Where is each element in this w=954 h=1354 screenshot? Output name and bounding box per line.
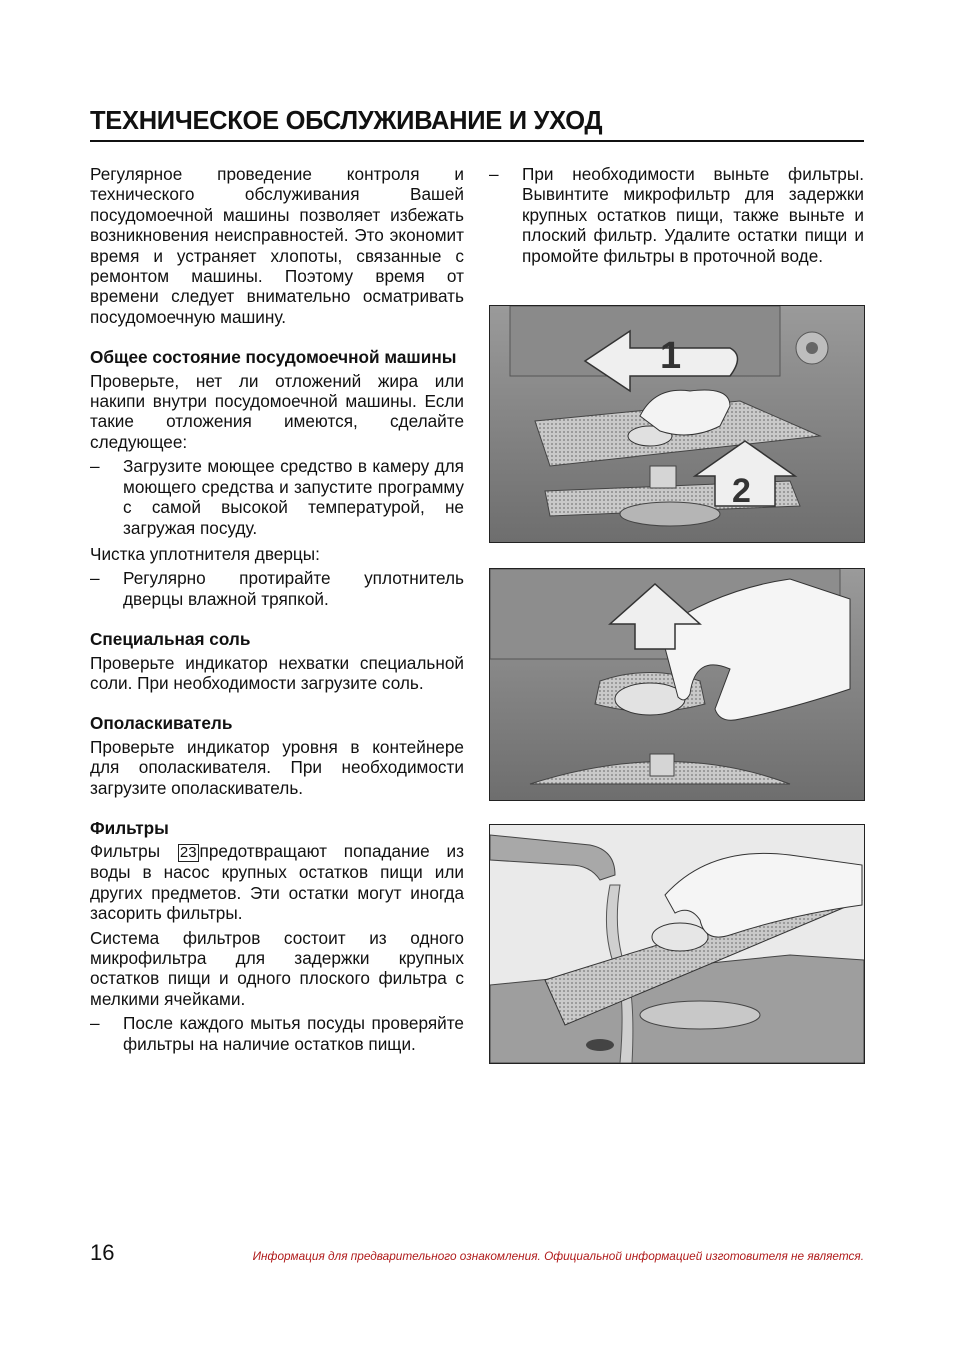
- footer-note: Информация для предварительного ознакомления. Официальной информацией изготовителя не является.: [252, 1249, 864, 1263]
- bullet-dash: –: [489, 164, 499, 184]
- general-bullet: [90, 456, 464, 538]
- figure-rinse-filters: [489, 824, 865, 1064]
- figure-reference: 23: [179, 844, 197, 862]
- seal-bullet: [90, 568, 464, 609]
- seal-label: Чистка уплотнителя дверцы:: [90, 543, 320, 564]
- filters-text-after: предотвращают попадание из воды в насос крупных остатков пищи или других предметов. Эти остатки могут иногда засорить фильтры.: [90, 841, 464, 924]
- bullet-dash: –: [90, 1013, 100, 1034]
- page-title: ТЕХНИЧЕСКОЕ ОБСЛУЖИВАНИЕ И УХОД: [90, 104, 864, 142]
- filters-bullet: [90, 1013, 464, 1054]
- filters-system-text: Система фильтров состоит из одного микрофильтра для задержки крупных остатков пищи и одного плоского фильтра с мелкими ячейками.: [90, 927, 464, 1009]
- filters-text-before: Фильтры: [90, 841, 161, 862]
- unscrew-filter-illustration: [490, 306, 864, 542]
- general-heading: Общее состояние посудомоечной машины: [90, 347, 457, 368]
- right-column: [489, 164, 864, 266]
- figure-unscrew-filter: [489, 305, 865, 543]
- step-2-label: 2: [732, 472, 751, 510]
- intro-paragraph: Регулярное проведение контроля и технического обслуживания Вашей посудомоечной машины позволяет избежать возникновения неисправностей. Это экономит время и устраняет хлопоты, связанные с ремонтом машины. Поэтому время от времени следует внимательно осматривать посудомоечную машину.: [90, 164, 464, 327]
- rinse-heading: Ополаскиватель: [90, 713, 233, 734]
- rinse-text: Проверьте индикатор уровня в контейнере для ополаскивателя. При необходимости загрузите ополаскиватель.: [90, 736, 464, 798]
- bullet-dash: –: [90, 456, 100, 477]
- filters-bullet-text: После каждого мытья посуды проверяйте фильтры на наличие остатков пищи.: [123, 1013, 464, 1054]
- rinse-filters-illustration: [490, 825, 864, 1063]
- lift-microfilter-illustration: [490, 569, 864, 800]
- microfilter: [652, 923, 708, 951]
- figure-lift-microfilter: [489, 568, 865, 801]
- general-text: Проверьте, нет ли отложений жира или накипи внутри посудомоечной машины. Если такие отложения имеются, сделайте следующее:: [90, 370, 464, 452]
- salt-text: Проверьте индикатор нехватки специальной соли. При необходимости загрузите соль.: [90, 652, 464, 693]
- filters-heading: Фильтры: [90, 817, 169, 838]
- remove-filters-text: При необходимости выньте фильтры. Вывинтите микрофильтр для задержки крупных остатков пищи, также выньте и плоский фильтр. Удалите остатки пищи и промойте фильтры в проточной воде.: [522, 164, 864, 266]
- seal-bullet-text: Регулярно протирайте уплотнитель дверцы влажной тряпкой.: [123, 568, 464, 609]
- left-column: [90, 164, 464, 1054]
- drain-icon: [586, 1039, 614, 1051]
- filters-text: [90, 841, 464, 923]
- page-number: 16: [90, 1240, 115, 1265]
- microfilter-stem: [650, 466, 676, 488]
- step-1-label: 1: [660, 335, 682, 377]
- general-bullet-text: Загрузите моющее средство в камеру для моющего средства и запустите программу с самой высокой температурой, не загружая посуду.: [123, 456, 464, 538]
- salt-heading: Специальная соль: [90, 629, 251, 650]
- remove-filters-bullet: [489, 164, 864, 266]
- bullet-dash: –: [90, 568, 100, 589]
